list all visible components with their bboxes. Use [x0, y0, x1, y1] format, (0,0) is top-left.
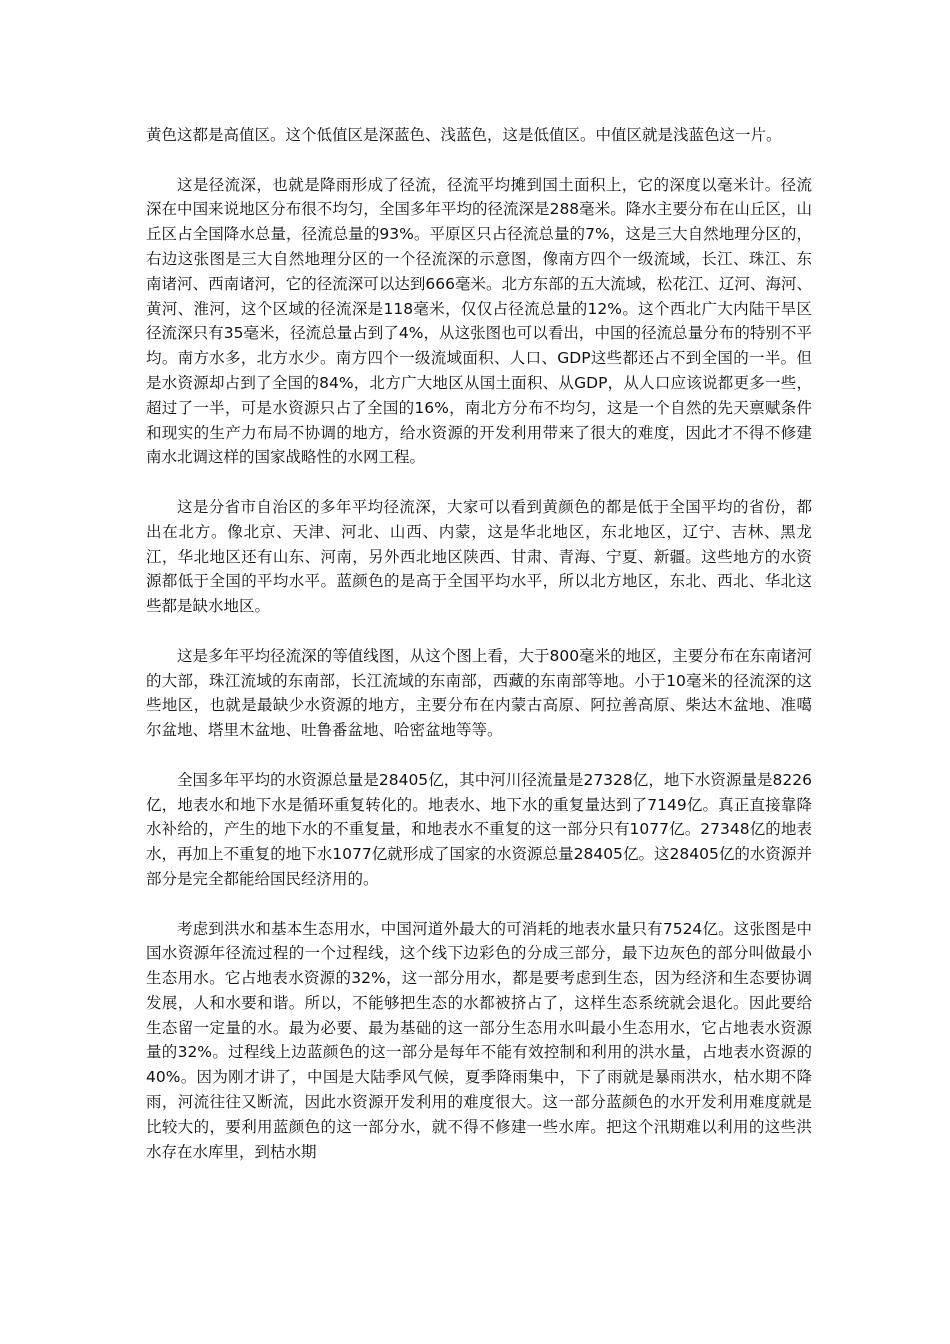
paragraph-runoff-depth: 这是径流深，也就是降雨形成了径流，径流平均摊到国土面积上，它的深度以毫米计。径流深在中国来说地区分布很不均匀，全国多年平均的径流深是288毫米。降水主要分布在山丘区，山丘区占全国降水总量，径流总量的93%。平原区只占径流总量的7%，这是三大自然地理分区的，右边这张图是三大自然地理分区的一个径流深的示意图，像南方四个一级流域，长江、珠江、东南诸河、西南诸河，它的径流深可以达到666毫米。北方东部的五大流域，松花江、辽河、海河、黄河、淮河，这个区域的径流深是118毫米，仅仅占径流总量的12%。这个西北广大内陆干旱区径流深只有35毫米，径流总量占到了4%，从这张图也可以看出，中国的径流总量分布的特别不平均。南方水多，北方水少。南方四个一级流域面积、人口、GDP这些都还占不到全国的一半。但是水资源却占到了全国的84%，北方广大地区从国土面积、从GDP，从人口应该说都更多一些，超过了一半，可是水资源只占了全国的16%，南北方分布不均匀，这是一个自然的先天禀赋条件和现实的生产力布局不协调的地方，给水资源的开发利用带来了很大的难度，因此才不得不修建南水北调这样的国家战略性的水网工程。: [146, 175, 812, 467]
paragraph-water-resources-total: 全国多年平均的水资源总量是28405亿，其中河川径流量是27328亿，地下水资源量是8226亿，地表水和地下水是循环重复转化的。地表水、地下水的重复量达到了7149亿。真正直接靠降水补给的，产生的地下水的不重复量，和地表水不重复的这一部分只有1077亿。27348亿的地表水，再加上不重复的地下水1077亿就形成了国家的水资源总量28405亿。这28405亿的水资源并部分是完全都能给国民经济用的。: [146, 770, 812, 888]
paragraph-isoline-map: 这是多年平均径流深的等值线图，从这个图上看，大于800毫米的地区，主要分布在东南诸河的大部，珠江流域的东南部，长江流域的东南部，西藏的东南部等地。小于10毫米的径流深的这些地区，也就是最缺少水资源的地方，主要分布在内蒙古高原、阿拉善高原、柴达木盆地、准噶尔盆地、塔里木盆地、吐鲁番盆地、哈密盆地等等。: [146, 646, 812, 740]
document-body: [146, 123, 812, 1164]
paragraph-provincial-runoff: 这是分省市自治区的多年平均径流深，大家可以看到黄颜色的都是低于全国平均的省份，都出在北方。像北京、天津、河北、山西、内蒙，这是华北地区，东北地区，辽宁、吉林、黑龙江，华北地区还有山东、河南，另外西北地区陕西、甘肃、青海、宁夏、新疆。这些地方的水资源都低于全国的平均水平。蓝颜色的是高于全国平均水平，所以北方地区，东北、西北、华北这些都是缺水地区。: [146, 497, 812, 616]
paragraph-color-zones: 黄色这都是高值区。这个低值区是深蓝色、浅蓝色，这是低值区。中值区就是浅蓝色这一片。: [146, 126, 782, 144]
paragraph-ecological-water: 考虑到洪水和基本生态用水，中国河道外最大的可消耗的地表水量只有7524亿。这张图是中国水资源年径流过程的一个过程线，这个线下边彩色的分成三部分，最下边灰色的部分叫做最小生态用水。它占地表水资源的32%，这一部分用水，都是要考虑到生态，因为经济和生态要协调发展，人和水要和谐。所以，不能够把生态的水都被挤占了，这样生态系统就会退化。因此要给生态留一定量的水。最为必要、最为基础的这一部分生态用水叫最小生态用水，它占地表水资源量的32%。过程线上边蓝颜色的这一部分是每年不能有效控制和利用的洪水量，占地表水资源的40%。因为刚才讲了，中国是大陆季风气候，夏季降雨集中，下了雨就是暴雨洪水，枯水期不降雨，河流往往又断流，因此水资源开发利用的难度很大。这一部分蓝颜色的水开发利用难度就是比较大的，要利用蓝颜色的这一部分水，就不得不修建一些水库。把这个汛期难以利用的这些洪水存在水库里，到枯水期: [146, 919, 812, 1161]
